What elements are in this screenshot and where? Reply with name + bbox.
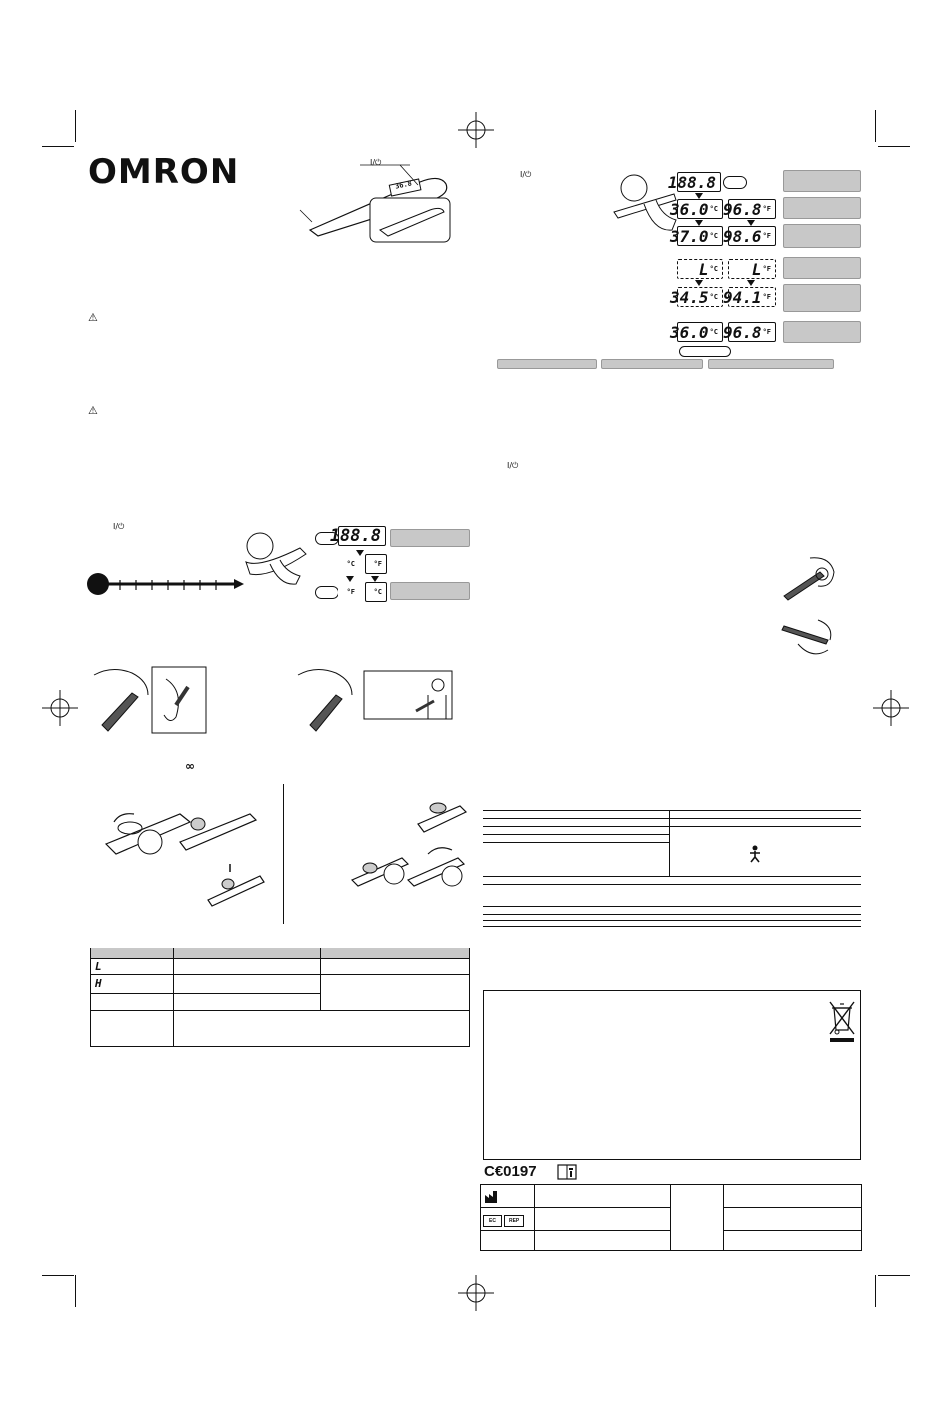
lcd-unit-c <box>338 556 360 572</box>
power-button-label: I/⏻ <box>370 158 382 167</box>
unit-label: °F <box>373 560 382 568</box>
lcd-value: 188.8 <box>329 526 381 546</box>
status-bar <box>783 257 861 279</box>
unit-label: °F <box>346 588 355 596</box>
lcd-all-segments <box>667 172 721 192</box>
power-button-label: I/⏻ <box>113 522 125 531</box>
section-bar <box>708 359 834 369</box>
table-rule <box>483 926 861 927</box>
oral-measurement-illustration <box>780 552 840 602</box>
lcd-final-f <box>723 322 776 342</box>
unit-label: °C <box>709 205 718 213</box>
type-bf-applied-part-icon <box>748 845 762 863</box>
unit-label: °F <box>762 205 771 213</box>
section-bar <box>497 359 597 369</box>
unit-label: °F <box>762 232 771 240</box>
consult-instructions-icon <box>557 1164 577 1180</box>
registration-mark-left <box>42 690 78 726</box>
power-button-label: I/⏻ <box>507 461 519 470</box>
crop-mark <box>75 1275 76 1307</box>
lcd-final-c <box>670 322 723 342</box>
table-rule <box>480 1184 862 1185</box>
crop-mark <box>875 1275 876 1307</box>
hand-pressing-button-illustration <box>240 528 312 588</box>
table-rule <box>90 974 470 975</box>
unit-label: °C <box>709 265 718 273</box>
status-bar <box>390 529 470 547</box>
lcd-value: 96.8 <box>723 199 762 219</box>
status-bar <box>783 170 861 192</box>
lcd-reading-f <box>723 199 776 219</box>
lcd-value: 94.1 <box>723 287 762 307</box>
manufacturer-icon <box>484 1190 502 1204</box>
table-rule <box>480 1207 670 1208</box>
unit-label: °C <box>709 328 718 336</box>
table-rule <box>90 1010 470 1011</box>
error-table-header <box>90 948 470 958</box>
table-rule <box>480 1184 481 1250</box>
underarm-measurement-illustration <box>778 616 838 661</box>
crop-mark <box>42 1275 74 1276</box>
lcd-measuring-f <box>723 287 776 307</box>
unit-label: °C <box>373 588 382 596</box>
status-bar <box>783 197 861 219</box>
lcd-value: 188.8 <box>667 172 716 192</box>
table-rule <box>483 826 861 827</box>
table-rule <box>483 920 861 921</box>
lcd-value: L <box>751 259 762 279</box>
measurement-scale-bar <box>86 570 246 600</box>
battery-insertion-illustration <box>348 784 468 894</box>
lcd-unit-f <box>338 584 360 600</box>
registration-mark-bottom <box>458 1275 494 1311</box>
column-divider <box>283 784 284 924</box>
table-rule <box>90 993 320 994</box>
status-bar <box>390 582 470 600</box>
arrow-down <box>695 280 703 286</box>
table-rule <box>90 948 91 1046</box>
button-pill <box>723 176 747 189</box>
table-rule <box>90 1046 470 1047</box>
table-rule <box>483 810 861 811</box>
lcd-low-c <box>677 259 723 279</box>
weee-crossed-bin-icon <box>828 1000 856 1042</box>
status-bar <box>783 224 861 248</box>
armpit-placement-illustration-2 <box>296 665 456 735</box>
table-rule <box>861 1184 862 1250</box>
table-rule <box>173 948 174 1046</box>
unit-label: °F <box>762 265 771 273</box>
ec-label: EC <box>483 1215 502 1227</box>
table-rule <box>483 834 669 835</box>
table-rule <box>483 884 861 885</box>
table-rule <box>320 948 321 1010</box>
table-rule <box>480 1230 670 1231</box>
battery-removal-illustration <box>100 784 260 924</box>
section-bar <box>601 359 703 369</box>
unit-label: °C <box>709 293 718 301</box>
lcd-reading-c <box>670 226 723 246</box>
crop-mark <box>875 110 876 142</box>
ec-rep-symbol <box>483 1215 524 1227</box>
power-button-label: I/⏻ <box>520 170 532 179</box>
table-rule <box>483 906 861 907</box>
warning-icon: ⚠ <box>88 404 98 417</box>
table-rule <box>483 876 861 877</box>
lcd-value: 96.8 <box>723 322 762 342</box>
crop-mark <box>42 146 74 147</box>
lcd-reading-c <box>670 199 723 219</box>
table-rule <box>483 914 861 915</box>
lcd-value: 36.0 <box>670 322 709 342</box>
unit-label: °F <box>762 328 771 336</box>
crop-mark <box>878 146 910 147</box>
table-rule <box>723 1230 862 1231</box>
button-pill <box>315 586 339 599</box>
unit-label: °C <box>709 232 718 240</box>
lcd-unit-c <box>365 582 387 602</box>
lcd-measuring-c <box>670 287 723 307</box>
arrow-down <box>747 280 755 286</box>
table-rule <box>469 948 470 1046</box>
lcd-reading-f <box>723 226 776 246</box>
table-rule <box>723 1207 862 1208</box>
table-rule <box>670 1184 671 1250</box>
armpit-placement-illustration-1 <box>92 665 212 735</box>
unit-label: °F <box>762 293 771 301</box>
table-rule <box>669 810 670 876</box>
lcd-value: 36.0 <box>670 199 709 219</box>
disposal-info-box <box>483 990 861 1160</box>
omron-logo: OMRON <box>88 152 240 192</box>
lcd-value: L <box>698 259 709 279</box>
error-code-low: L <box>95 960 102 973</box>
lcd-value: 37.0 <box>670 226 709 246</box>
crop-mark <box>75 110 76 142</box>
table-rule <box>723 1184 724 1250</box>
lcd-value: 98.6 <box>723 226 762 246</box>
table-rule <box>483 842 669 843</box>
lcd-all-segments <box>329 526 386 546</box>
error-code-high: H <box>95 977 102 990</box>
lcd-low-f <box>728 259 776 279</box>
ce-mark: C€0197 <box>484 1163 537 1180</box>
thermometer-illustration <box>300 160 460 245</box>
status-bar <box>783 321 861 343</box>
status-bar <box>783 284 861 312</box>
table-rule <box>480 1250 862 1251</box>
table-rule <box>90 958 470 959</box>
lcd-unit-f <box>365 554 387 574</box>
lcd-value: 34.5 <box>670 287 709 307</box>
rep-label: REP <box>504 1215 524 1227</box>
warning-icon: ⚠ <box>88 311 98 324</box>
table-rule <box>534 1184 535 1250</box>
arrow-down <box>346 576 354 582</box>
device-display-reading: 36.8 <box>394 179 413 191</box>
crop-mark <box>878 1275 910 1276</box>
table-rule <box>483 818 861 819</box>
registration-mark-right <box>873 690 909 726</box>
unit-label: °C <box>346 560 355 568</box>
memory-bracket <box>679 346 731 357</box>
infinity-icon: ∞ <box>185 759 195 773</box>
registration-mark-top <box>458 112 494 148</box>
